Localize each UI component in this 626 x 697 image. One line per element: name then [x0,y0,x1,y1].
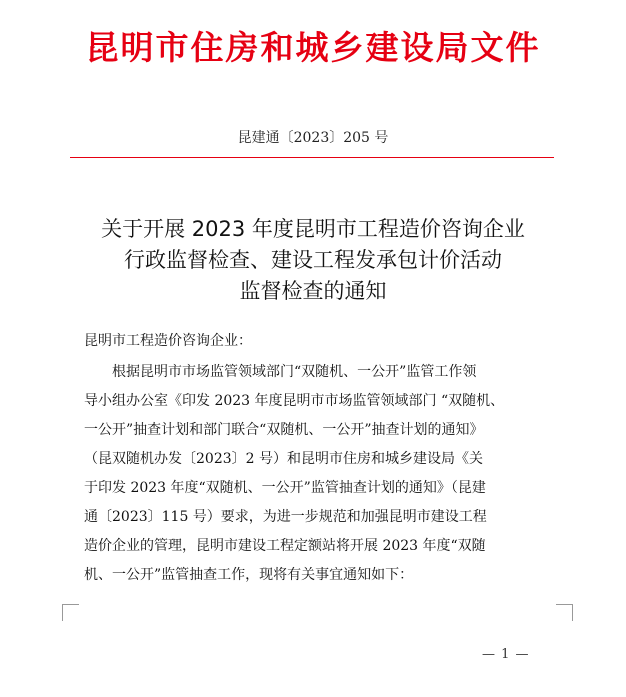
body-line: 导小组办公室《印发 2023 年度昆明市市场监管领域部门 “双随机、 [84,393,505,409]
crop-mark-left [62,604,79,621]
body-line: （昆双随机办发〔2023〕2 号）和昆明市住房和城乡建设局《关 [84,451,483,467]
body-line: 一公开”抽查计划和部门联合“双随机、一公开”抽查计划的通知》 [84,422,484,438]
body-line: 于印发 2023 年度“双随机、一公开”监管抽查计划的通知》（昆建 [84,480,486,496]
page-number: — 1 — [482,647,530,662]
red-divider [70,157,554,158]
body-line: 机、一公开”监管抽查工作，现将有关事宜通知如下： [84,567,414,583]
recipient-line: 昆明市工程造价咨询企业： [84,333,252,349]
document-number: 昆建通〔2023〕205 号 [237,130,389,146]
body-line: 造价企业的管理，昆明市建设工程定额站将开展 2023 年度“双随 [84,538,486,554]
crop-mark-right [556,604,573,621]
body-line: 根据昆明市市场监管领域部门“双随机、一公开”监管工作领 [112,364,477,380]
issuer-header: 昆明市住房和城乡建设局文件 [85,28,541,67]
notice-title [0,214,626,307]
notice-title-line: 关于开展 2023 年度昆明市工程造价咨询企业 [101,217,525,241]
notice-title-line: 行政监督检查、建设工程发承包计价活动 [124,248,502,272]
body-paragraph [84,358,572,590]
body-line: 通〔2023〕115 号）要求，为进一步规范和加强昆明市建设工程 [84,509,487,525]
notice-title-line: 监督检查的通知 [239,279,387,303]
